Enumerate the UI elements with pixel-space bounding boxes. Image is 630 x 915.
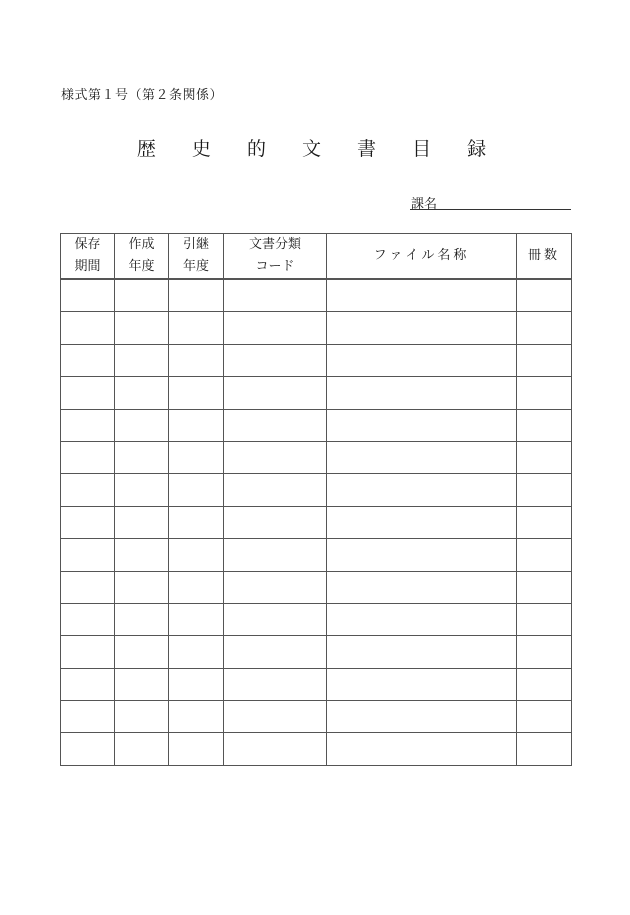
cell-volume-count[interactable] [517, 636, 572, 668]
table-row [61, 441, 572, 473]
cell-volume-count[interactable] [517, 409, 572, 441]
table-row [61, 312, 572, 344]
cell-file-name[interactable] [327, 312, 517, 344]
cell-volume-count[interactable] [517, 312, 572, 344]
cell-file-name[interactable] [327, 279, 517, 312]
cell-transfer-year[interactable] [169, 312, 224, 344]
cell-transfer-year[interactable] [169, 279, 224, 312]
cell-retention-period[interactable] [61, 506, 115, 538]
cell-creation-year[interactable] [115, 636, 169, 668]
cell-classification-code[interactable] [224, 571, 327, 603]
cell-classification-code[interactable] [224, 474, 327, 506]
cell-volume-count[interactable] [517, 441, 572, 473]
cell-classification-code[interactable] [224, 409, 327, 441]
header-retention-period-line1: 保存 [74, 237, 101, 252]
cell-retention-period[interactable] [61, 668, 115, 700]
table-row [61, 701, 572, 733]
cell-file-name[interactable] [327, 733, 517, 765]
header-file-name: ファイル名称 [327, 234, 517, 280]
cell-transfer-year[interactable] [169, 474, 224, 506]
cell-volume-count[interactable] [517, 377, 572, 409]
cell-creation-year[interactable] [115, 409, 169, 441]
cell-file-name[interactable] [327, 701, 517, 733]
cell-retention-period[interactable] [61, 474, 115, 506]
cell-creation-year[interactable] [115, 279, 169, 312]
cell-volume-count[interactable] [517, 344, 572, 376]
cell-creation-year[interactable] [115, 377, 169, 409]
cell-transfer-year[interactable] [169, 539, 224, 571]
header-creation-year-line1: 作成 [128, 237, 155, 252]
cell-volume-count[interactable] [517, 668, 572, 700]
header-classification-code [224, 234, 327, 280]
cell-volume-count[interactable] [517, 701, 572, 733]
records-table-body [61, 279, 572, 765]
cell-retention-period[interactable] [61, 279, 115, 312]
cell-classification-code[interactable] [224, 539, 327, 571]
cell-file-name[interactable] [327, 344, 517, 376]
table-row [61, 571, 572, 603]
table-row [61, 344, 572, 376]
table-row [61, 377, 572, 409]
header-retention-period [61, 234, 115, 280]
document-title: 歴 史 的 文 書 目 録 [136, 138, 502, 160]
table-row [61, 603, 572, 635]
cell-classification-code[interactable] [224, 636, 327, 668]
cell-volume-count[interactable] [517, 539, 572, 571]
cell-file-name[interactable] [327, 506, 517, 538]
cell-classification-code[interactable] [224, 312, 327, 344]
cell-file-name[interactable] [327, 603, 517, 635]
table-row [61, 668, 572, 700]
cell-classification-code[interactable] [224, 506, 327, 538]
cell-classification-code[interactable] [224, 603, 327, 635]
table-row [61, 539, 572, 571]
cell-creation-year[interactable] [115, 441, 169, 473]
records-table [60, 233, 572, 766]
section-name-field[interactable] [410, 193, 571, 210]
cell-retention-period[interactable] [61, 636, 115, 668]
cell-retention-period[interactable] [61, 344, 115, 376]
cell-transfer-year[interactable] [169, 733, 224, 765]
header-retention-period-line2: 期間 [74, 259, 101, 274]
cell-classification-code[interactable] [224, 377, 327, 409]
header-creation-year-line2: 年度 [128, 259, 155, 274]
cell-file-name[interactable] [327, 539, 517, 571]
cell-transfer-year[interactable] [169, 571, 224, 603]
cell-classification-code[interactable] [224, 668, 327, 700]
cell-file-name[interactable] [327, 377, 517, 409]
header-transfer-year [169, 234, 224, 280]
cell-file-name[interactable] [327, 636, 517, 668]
cell-retention-period[interactable] [61, 603, 115, 635]
cell-classification-code[interactable] [224, 701, 327, 733]
cell-classification-code[interactable] [224, 279, 327, 312]
cell-retention-period[interactable] [61, 701, 115, 733]
cell-creation-year[interactable] [115, 701, 169, 733]
table-header-row [61, 234, 572, 280]
cell-creation-year[interactable] [115, 344, 169, 376]
cell-volume-count[interactable] [517, 474, 572, 506]
cell-transfer-year[interactable] [169, 344, 224, 376]
cell-creation-year[interactable] [115, 668, 169, 700]
cell-transfer-year[interactable] [169, 668, 224, 700]
cell-classification-code[interactable] [224, 441, 327, 473]
cell-creation-year[interactable] [115, 506, 169, 538]
section-name-label: 課名 [411, 197, 438, 212]
cell-creation-year[interactable] [115, 603, 169, 635]
table-row [61, 279, 572, 312]
header-creation-year [115, 234, 169, 280]
cell-transfer-year[interactable] [169, 701, 224, 733]
table-row [61, 409, 572, 441]
cell-creation-year[interactable] [115, 539, 169, 571]
table-row [61, 733, 572, 765]
cell-volume-count[interactable] [517, 603, 572, 635]
cell-volume-count[interactable] [517, 279, 572, 312]
cell-creation-year[interactable] [115, 312, 169, 344]
cell-file-name[interactable] [327, 441, 517, 473]
cell-creation-year[interactable] [115, 474, 169, 506]
cell-transfer-year[interactable] [169, 409, 224, 441]
header-classification-code-line1: 文書分類 [248, 237, 301, 252]
cell-classification-code[interactable] [224, 733, 327, 765]
cell-retention-period[interactable] [61, 441, 115, 473]
cell-volume-count[interactable] [517, 506, 572, 538]
cell-file-name[interactable] [327, 409, 517, 441]
cell-retention-period[interactable] [61, 571, 115, 603]
cell-retention-period[interactable] [61, 409, 115, 441]
cell-creation-year[interactable] [115, 571, 169, 603]
header-volume-count: 冊数 [517, 234, 572, 280]
cell-retention-period[interactable] [61, 377, 115, 409]
table-row [61, 474, 572, 506]
cell-file-name[interactable] [327, 668, 517, 700]
cell-transfer-year[interactable] [169, 377, 224, 409]
form-number-label: 様式第１号（第２条関係） [61, 88, 224, 103]
cell-retention-period[interactable] [61, 733, 115, 765]
cell-transfer-year[interactable] [169, 636, 224, 668]
header-transfer-year-line2: 年度 [182, 259, 209, 274]
table-row [61, 636, 572, 668]
cell-volume-count[interactable] [517, 733, 572, 765]
header-classification-code-line2: コード [255, 259, 295, 274]
cell-retention-period[interactable] [61, 312, 115, 344]
cell-classification-code[interactable] [224, 344, 327, 376]
table-row [61, 506, 572, 538]
cell-transfer-year[interactable] [169, 441, 224, 473]
header-transfer-year-line1: 引継 [182, 237, 209, 252]
cell-transfer-year[interactable] [169, 506, 224, 538]
cell-volume-count[interactable] [517, 571, 572, 603]
cell-creation-year[interactable] [115, 733, 169, 765]
cell-file-name[interactable] [327, 571, 517, 603]
cell-file-name[interactable] [327, 474, 517, 506]
cell-transfer-year[interactable] [169, 603, 224, 635]
cell-retention-period[interactable] [61, 539, 115, 571]
